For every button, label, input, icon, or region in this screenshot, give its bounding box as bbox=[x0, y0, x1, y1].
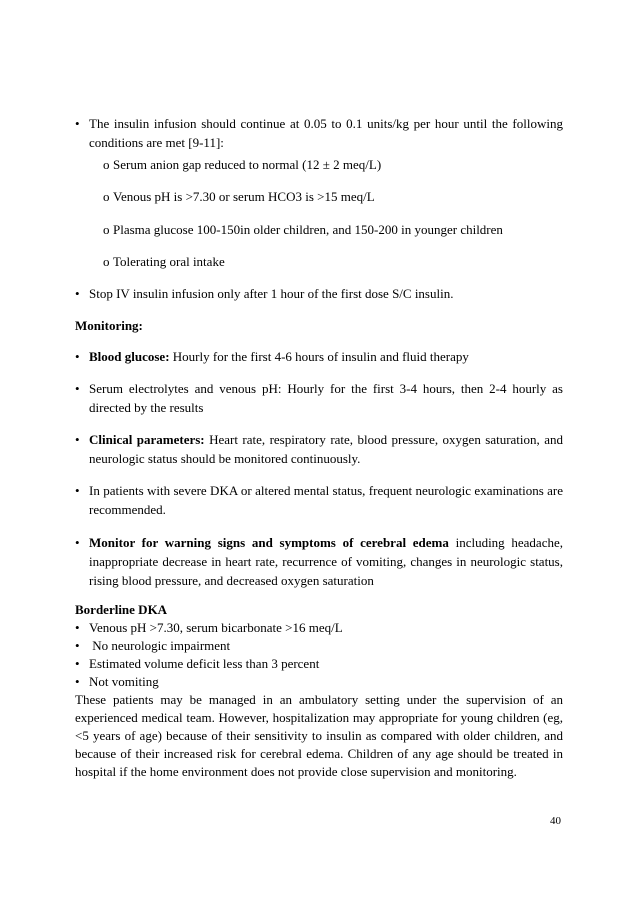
clinical-parameters-item bbox=[89, 430, 563, 468]
blood-glucose-item bbox=[89, 347, 563, 366]
bullet-marker: • bbox=[75, 483, 80, 498]
clinical-parameters-label: Clinical parameters: bbox=[89, 432, 205, 447]
clinical-parameters-text: Heart rate, respiratory rate, blood pressure, oxygen saturation, and neurologic status should be monitored continuously. bbox=[89, 432, 563, 466]
electrolytes-text: Serum electrolytes and venous pH: Hourly for the first 3-4 hours, then 2-4 hourly as directed by the results bbox=[89, 381, 563, 415]
monitoring-heading: Monitoring: bbox=[75, 318, 143, 333]
borderline-dka-heading: Borderline DKA bbox=[75, 602, 168, 617]
bullet-marker: • bbox=[75, 620, 80, 635]
blood-glucose-text: Hourly for the first 4-6 hours of insulin and fluid therapy bbox=[169, 349, 469, 364]
bullet-marker: • bbox=[75, 638, 80, 653]
blood-glucose-label: Blood glucose: bbox=[89, 349, 170, 364]
bullet-marker: • bbox=[75, 674, 80, 689]
condition-text: Tolerating oral intake bbox=[113, 254, 225, 269]
sub-marker: o bbox=[103, 157, 110, 172]
borderline-item: No neurologic impairment bbox=[89, 638, 231, 653]
cerebral-edema-label: Monitor for warning signs and symptoms of cerebral edema bbox=[89, 535, 449, 550]
stop-iv-text: Stop IV insulin infusion only after 1 hour of the first dose S/C insulin. bbox=[89, 286, 454, 301]
insulin-infusion-text: The insulin infusion should continue at 0.05 to 0.1 units/kg per hour until the following conditions are met [9-11]: bbox=[89, 116, 563, 150]
borderline-item: Not vomiting bbox=[89, 674, 159, 689]
sub-marker: o bbox=[103, 189, 110, 204]
cerebral-edema-text: including headache, inappropriate decrease in heart rate, recurrence of vomiting, changes in neurologic status, rising blood pressure, and decreased oxygen saturation bbox=[89, 535, 563, 588]
bullet-marker: • bbox=[75, 349, 80, 364]
bullet-marker: • bbox=[75, 432, 80, 447]
borderline-item: Estimated volume deficit less than 3 percent bbox=[89, 656, 320, 671]
condition-item bbox=[103, 187, 375, 206]
cerebral-edema-item bbox=[89, 533, 563, 590]
condition-item bbox=[103, 252, 225, 271]
bullet-marker: • bbox=[75, 381, 80, 396]
page-number: 40 bbox=[550, 815, 561, 827]
bullet-marker: • bbox=[75, 656, 80, 671]
bullet-marker: • bbox=[75, 116, 80, 131]
condition-text: Serum anion gap reduced to normal (12 ± 2 meq/L) bbox=[113, 157, 382, 172]
sub-marker: o bbox=[103, 222, 110, 237]
condition-item bbox=[103, 220, 503, 239]
severe-dka-text: In patients with severe DKA or altered mental status, frequent neurologic examinations are recommended. bbox=[89, 483, 563, 517]
condition-text: Plasma glucose 100-150in older children, and 150-200 in younger children bbox=[113, 222, 503, 237]
bullet-marker: • bbox=[75, 286, 80, 301]
borderline-paragraph: These patients may be managed in an ambulatory setting under the supervision of an experienced medical team. However, hospitalization may appropriate for young children (eg, <5 years of age) because of their sensitivity to insulin as compared with older children, and because of their increased risk for cerebral edema. Children of any age should be treated in hospital if the home environment does not provide close supervision and monitoring. bbox=[75, 692, 563, 779]
sub-marker: o bbox=[103, 254, 110, 269]
condition-item bbox=[103, 155, 381, 174]
condition-text: Venous pH is >7.30 or serum HCO3 is >15 meq/L bbox=[113, 189, 375, 204]
borderline-item: Venous pH >7.30, serum bicarbonate >16 meq/L bbox=[89, 620, 343, 635]
bullet-marker: • bbox=[75, 535, 80, 550]
